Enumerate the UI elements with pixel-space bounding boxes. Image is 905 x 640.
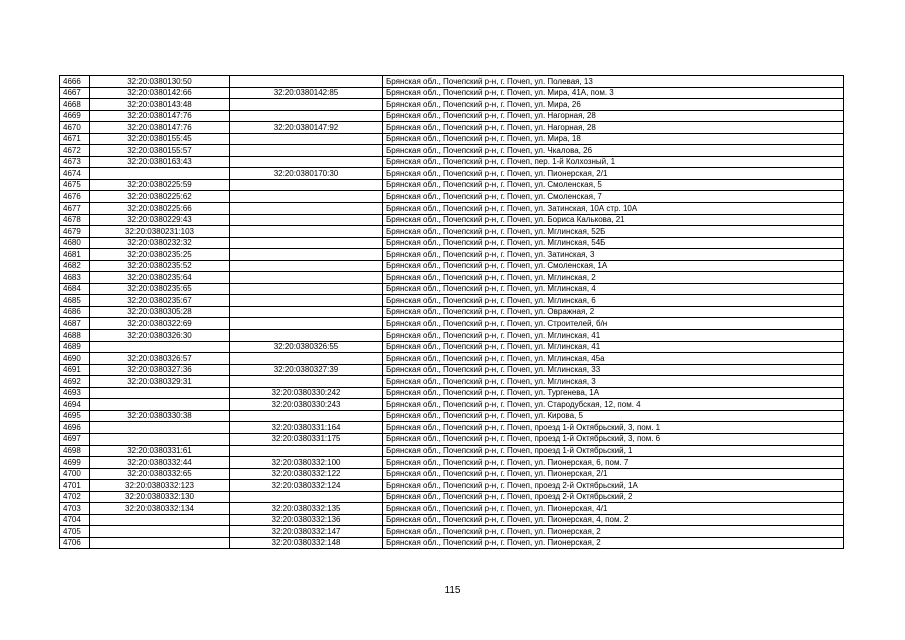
row-number-cell: 4666 <box>60 76 90 88</box>
related-cadastral-number-cell <box>230 110 383 122</box>
table-row <box>60 179 844 191</box>
related-cadastral-number-cell: 32:20:0380332:122 <box>230 468 383 480</box>
table-row <box>60 433 844 445</box>
related-cadastral-number-cell <box>230 306 383 318</box>
related-cadastral-number-cell <box>230 445 383 457</box>
address-cell: Брянская обл., Почепский р-н, г. Почеп, ул. Мглинская, 33 <box>383 364 844 376</box>
related-cadastral-number-cell <box>230 330 383 342</box>
cadastral-number-cell <box>90 433 230 445</box>
related-cadastral-number-cell: 32:20:0380170:30 <box>230 168 383 180</box>
table-row <box>60 145 844 157</box>
related-cadastral-number-cell: 32:20:0380142:85 <box>230 87 383 99</box>
cadastral-number-cell: 32:20:0380225:59 <box>90 179 230 191</box>
address-cell: Брянская обл., Почепский р-н, г. Почеп, ул. Пионерская, 2 <box>383 537 844 549</box>
cadastral-number-cell: 32:20:0380155:57 <box>90 145 230 157</box>
table-row <box>60 168 844 180</box>
row-number-cell: 4699 <box>60 457 90 469</box>
row-number-cell: 4687 <box>60 318 90 330</box>
address-cell: Брянская обл., Почепский р-н, г. Почеп, пер. 1-й Колхозный, 1 <box>383 156 844 168</box>
row-number-cell: 4701 <box>60 480 90 492</box>
table-row <box>60 468 844 480</box>
table-row <box>60 330 844 342</box>
cadastral-number-cell <box>90 387 230 399</box>
related-cadastral-number-cell <box>230 283 383 295</box>
address-cell: Брянская обл., Почепский р-н, г. Почеп, ул. Овражная, 2 <box>383 306 844 318</box>
row-number-cell: 4692 <box>60 376 90 388</box>
table-row <box>60 110 844 122</box>
row-number-cell: 4694 <box>60 399 90 411</box>
table-row <box>60 191 844 203</box>
address-cell: Брянская обл., Почепский р-н, г. Почеп, ул. Мира, 26 <box>383 99 844 111</box>
table-row <box>60 537 844 549</box>
table-row <box>60 99 844 111</box>
cadastral-number-cell: 32:20:0380235:52 <box>90 260 230 272</box>
address-cell: Брянская обл., Почепский р-н, г. Почеп, ул. Нагорная, 28 <box>383 122 844 134</box>
row-number-cell: 4674 <box>60 168 90 180</box>
table-row <box>60 272 844 284</box>
address-cell: Брянская обл., Почепский р-н, г. Почеп, ул. Пионерская, 6, пом. 7 <box>383 457 844 469</box>
row-number-cell: 4695 <box>60 410 90 422</box>
related-cadastral-number-cell <box>230 260 383 272</box>
cadastral-number-cell: 32:20:0380229:43 <box>90 214 230 226</box>
address-cell: Брянская обл., Почепский р-н, г. Почеп, ул. Тургенева, 1А <box>383 387 844 399</box>
row-number-cell: 4673 <box>60 156 90 168</box>
address-cell: Брянская обл., Почепский р-н, г. Почеп, ул. Полевая, 13 <box>383 76 844 88</box>
row-number-cell: 4697 <box>60 433 90 445</box>
table-row <box>60 457 844 469</box>
cadastral-number-cell: 32:20:0380163:43 <box>90 156 230 168</box>
table-row <box>60 226 844 238</box>
cadastral-number-cell: 32:20:0380232:32 <box>90 237 230 249</box>
row-number-cell: 4668 <box>60 99 90 111</box>
row-number-cell: 4671 <box>60 133 90 145</box>
table-row <box>60 306 844 318</box>
address-cell: Брянская обл., Почепский р-н, г. Почеп, ул. Смоленская, 5 <box>383 179 844 191</box>
address-cell: Брянская обл., Почепский р-н, г. Почеп, ул. Пионерская, 4/1 <box>383 503 844 515</box>
address-cell: Брянская обл., Почепский р-н, г. Почеп, ул. Мглинская, 54Б <box>383 237 844 249</box>
address-cell: Брянская обл., Почепский р-н, г. Почеп, ул. Чкалова, 26 <box>383 145 844 157</box>
registry-table-body <box>60 76 844 549</box>
address-cell: Брянская обл., Почепский р-н, г. Почеп, ул. Кирова, 5 <box>383 410 844 422</box>
row-number-cell: 4705 <box>60 526 90 538</box>
cadastral-number-cell: 32:20:0380142:66 <box>90 87 230 99</box>
row-number-cell: 4689 <box>60 341 90 353</box>
cadastral-number-cell: 32:20:0380305:28 <box>90 306 230 318</box>
cadastral-number-cell: 32:20:0380326:30 <box>90 330 230 342</box>
related-cadastral-number-cell: 32:20:0380332:136 <box>230 514 383 526</box>
row-number-cell: 4700 <box>60 468 90 480</box>
table-row <box>60 526 844 538</box>
cadastral-number-cell <box>90 514 230 526</box>
address-cell: Брянская обл., Почепский р-н, г. Почеп, ул. Пионерская, 2 <box>383 526 844 538</box>
table-row <box>60 399 844 411</box>
related-cadastral-number-cell <box>230 272 383 284</box>
related-cadastral-number-cell: 32:20:0380326:55 <box>230 341 383 353</box>
related-cadastral-number-cell: 32:20:0380332:124 <box>230 480 383 492</box>
cadastral-number-cell: 32:20:0380235:64 <box>90 272 230 284</box>
related-cadastral-number-cell <box>230 376 383 388</box>
address-cell: Брянская обл., Почепский р-н, г. Почеп, ул. Пионерская, 2/1 <box>383 468 844 480</box>
address-cell: Брянская обл., Почепский р-н, г. Почеп, ул. Мглинская, 52Б <box>383 226 844 238</box>
row-number-cell: 4669 <box>60 110 90 122</box>
address-cell: Брянская обл., Почепский р-н, г. Почеп, ул. Мглинская, 41 <box>383 330 844 342</box>
table-row <box>60 318 844 330</box>
address-cell: Брянская обл., Почепский р-н, г. Почеп, ул. Мира, 41А, пом. 3 <box>383 87 844 99</box>
address-cell: Брянская обл., Почепский р-н, г. Почеп, ул. Нагорная, 28 <box>383 110 844 122</box>
address-cell: Брянская обл., Почепский р-н, г. Почеп, ул. Стародубская, 12, пом. 4 <box>383 399 844 411</box>
row-number-cell: 4679 <box>60 226 90 238</box>
cadastral-number-cell: 32:20:0380332:44 <box>90 457 230 469</box>
cadastral-number-cell: 32:20:0380147:76 <box>90 110 230 122</box>
cadastral-number-cell <box>90 399 230 411</box>
cadastral-number-cell: 32:20:0380332:134 <box>90 503 230 515</box>
row-number-cell: 4702 <box>60 491 90 503</box>
table-row <box>60 514 844 526</box>
related-cadastral-number-cell <box>230 99 383 111</box>
cadastral-number-cell: 32:20:0380235:65 <box>90 283 230 295</box>
address-cell: Брянская обл., Почепский р-н, г. Почеп, ул. Смоленская, 7 <box>383 191 844 203</box>
row-number-cell: 4672 <box>60 145 90 157</box>
related-cadastral-number-cell: 32:20:0380332:147 <box>230 526 383 538</box>
cadastral-number-cell <box>90 526 230 538</box>
row-number-cell: 4681 <box>60 249 90 261</box>
cadastral-number-cell: 32:20:0380326:57 <box>90 353 230 365</box>
row-number-cell: 4706 <box>60 537 90 549</box>
related-cadastral-number-cell <box>230 214 383 226</box>
address-cell: Брянская обл., Почепский р-н, г. Почеп, ул. Мглинская, 2 <box>383 272 844 284</box>
address-cell: Брянская обл., Почепский р-н, г. Почеп, ул. Затинская, 10А стр. 10А <box>383 203 844 215</box>
row-number-cell: 4693 <box>60 387 90 399</box>
table-row <box>60 491 844 503</box>
related-cadastral-number-cell <box>230 237 383 249</box>
cadastral-number-cell: 32:20:0380235:25 <box>90 249 230 261</box>
related-cadastral-number-cell <box>230 145 383 157</box>
cadastral-number-cell: 32:20:0380225:62 <box>90 191 230 203</box>
row-number-cell: 4691 <box>60 364 90 376</box>
table-row <box>60 341 844 353</box>
row-number-cell: 4667 <box>60 87 90 99</box>
address-cell: Брянская обл., Почепский р-н, г. Почеп, ул. Мира, 18 <box>383 133 844 145</box>
table-row <box>60 260 844 272</box>
address-cell: Брянская обл., Почепский р-н, г. Почеп, проезд 2-й Октябрьский, 1А <box>383 480 844 492</box>
cadastral-number-cell <box>90 341 230 353</box>
table-row <box>60 133 844 145</box>
table-row <box>60 387 844 399</box>
address-cell: Брянская обл., Почепский р-н, г. Почеп, ул. Затинская, 3 <box>383 249 844 261</box>
address-cell: Брянская обл., Почепский р-н, г. Почеп, ул. Мглинская, 45а <box>383 353 844 365</box>
table-row <box>60 353 844 365</box>
related-cadastral-number-cell <box>230 133 383 145</box>
row-number-cell: 4678 <box>60 214 90 226</box>
related-cadastral-number-cell <box>230 179 383 191</box>
row-number-cell: 4682 <box>60 260 90 272</box>
related-cadastral-number-cell: 32:20:0380331:164 <box>230 422 383 434</box>
row-number-cell: 4676 <box>60 191 90 203</box>
table-row <box>60 364 844 376</box>
address-cell: Брянская обл., Почепский р-н, г. Почеп, ул. Мглинская, 41 <box>383 341 844 353</box>
related-cadastral-number-cell <box>230 156 383 168</box>
cadastral-number-cell <box>90 422 230 434</box>
address-cell: Брянская обл., Почепский р-н, г. Почеп, ул. Смоленская, 1А <box>383 260 844 272</box>
table-row <box>60 214 844 226</box>
related-cadastral-number-cell: 32:20:0380330:242 <box>230 387 383 399</box>
cadastral-number-cell: 32:20:0380332:123 <box>90 480 230 492</box>
address-cell: Брянская обл., Почепский р-н, г. Почеп, ул. Строителей, б/н <box>383 318 844 330</box>
address-cell: Брянская обл., Почепский р-н, г. Почеп, ул. Пионерская, 2/1 <box>383 168 844 180</box>
row-number-cell: 4696 <box>60 422 90 434</box>
related-cadastral-number-cell: 32:20:0380332:135 <box>230 503 383 515</box>
cadastral-number-cell: 32:20:0380231:103 <box>90 226 230 238</box>
cadastral-number-cell: 32:20:0380235:67 <box>90 295 230 307</box>
related-cadastral-number-cell <box>230 226 383 238</box>
table-row <box>60 410 844 422</box>
cadastral-number-cell: 32:20:0380332:130 <box>90 491 230 503</box>
table-row <box>60 283 844 295</box>
table-row <box>60 376 844 388</box>
address-cell: Брянская обл., Почепский р-н, г. Почеп, проезд 1-й Октябрьский, 1 <box>383 445 844 457</box>
row-number-cell: 4677 <box>60 203 90 215</box>
address-cell: Брянская обл., Почепский р-н, г. Почеп, ул. Мглинская, 6 <box>383 295 844 307</box>
row-number-cell: 4685 <box>60 295 90 307</box>
table-row <box>60 237 844 249</box>
cadastral-number-cell: 32:20:0380155:45 <box>90 133 230 145</box>
table-row <box>60 156 844 168</box>
cadastral-number-cell: 32:20:0380327:36 <box>90 364 230 376</box>
address-cell: Брянская обл., Почепский р-н, г. Почеп, ул. Мглинская, 4 <box>383 283 844 295</box>
related-cadastral-number-cell <box>230 491 383 503</box>
cadastral-number-cell: 32:20:0380225:66 <box>90 203 230 215</box>
row-number-cell: 4698 <box>60 445 90 457</box>
table-row <box>60 480 844 492</box>
registry-table <box>59 75 844 549</box>
related-cadastral-number-cell <box>230 318 383 330</box>
table-row <box>60 249 844 261</box>
table-row <box>60 76 844 88</box>
address-cell: Брянская обл., Почепский р-н, г. Почеп, проезд 1-й Октябрьский, 3, пом. 6 <box>383 433 844 445</box>
cadastral-number-cell <box>90 168 230 180</box>
address-cell: Брянская обл., Почепский р-н, г. Почеп, ул. Бориса Калькова, 21 <box>383 214 844 226</box>
related-cadastral-number-cell: 32:20:0380331:175 <box>230 433 383 445</box>
row-number-cell: 4688 <box>60 330 90 342</box>
page-number: 115 <box>444 585 461 596</box>
table-row <box>60 122 844 134</box>
cadastral-number-cell: 32:20:0380329:31 <box>90 376 230 388</box>
cadastral-number-cell: 32:20:0380332:65 <box>90 468 230 480</box>
address-cell: Брянская обл., Почепский р-н, г. Почеп, проезд 2-й Октябрьский, 2 <box>383 491 844 503</box>
related-cadastral-number-cell: 32:20:0380332:148 <box>230 537 383 549</box>
related-cadastral-number-cell <box>230 410 383 422</box>
address-cell: Брянская обл., Почепский р-н, г. Почеп, ул. Пионерская, 4, пом. 2 <box>383 514 844 526</box>
cadastral-number-cell: 32:20:0380330:38 <box>90 410 230 422</box>
cadastral-number-cell: 32:20:0380331:61 <box>90 445 230 457</box>
related-cadastral-number-cell: 32:20:0380327:39 <box>230 364 383 376</box>
cadastral-number-cell: 32:20:0380143:48 <box>90 99 230 111</box>
address-cell: Брянская обл., Почепский р-н, г. Почеп, проезд 1-й Октябрьский, 3, пом. 1 <box>383 422 844 434</box>
row-number-cell: 4690 <box>60 353 90 365</box>
row-number-cell: 4680 <box>60 237 90 249</box>
related-cadastral-number-cell <box>230 203 383 215</box>
row-number-cell: 4704 <box>60 514 90 526</box>
related-cadastral-number-cell <box>230 76 383 88</box>
related-cadastral-number-cell: 32:20:0380332:100 <box>230 457 383 469</box>
row-number-cell: 4686 <box>60 306 90 318</box>
table-row <box>60 422 844 434</box>
cadastral-number-cell: 32:20:0380130:50 <box>90 76 230 88</box>
row-number-cell: 4683 <box>60 272 90 284</box>
row-number-cell: 4675 <box>60 179 90 191</box>
table-row <box>60 295 844 307</box>
cadastral-number-cell: 32:20:0380322:69 <box>90 318 230 330</box>
related-cadastral-number-cell <box>230 295 383 307</box>
table-row <box>60 445 844 457</box>
related-cadastral-number-cell: 32:20:0380147:92 <box>230 122 383 134</box>
related-cadastral-number-cell: 32:20:0380330:243 <box>230 399 383 411</box>
related-cadastral-number-cell <box>230 191 383 203</box>
table-row <box>60 503 844 515</box>
row-number-cell: 4670 <box>60 122 90 134</box>
related-cadastral-number-cell <box>230 353 383 365</box>
table-row <box>60 87 844 99</box>
table-row <box>60 203 844 215</box>
row-number-cell: 4703 <box>60 503 90 515</box>
row-number-cell: 4684 <box>60 283 90 295</box>
cadastral-number-cell <box>90 537 230 549</box>
cadastral-number-cell: 32:20:0380147:76 <box>90 122 230 134</box>
address-cell: Брянская обл., Почепский р-н, г. Почеп, ул. Мглинская, 3 <box>383 376 844 388</box>
related-cadastral-number-cell <box>230 249 383 261</box>
